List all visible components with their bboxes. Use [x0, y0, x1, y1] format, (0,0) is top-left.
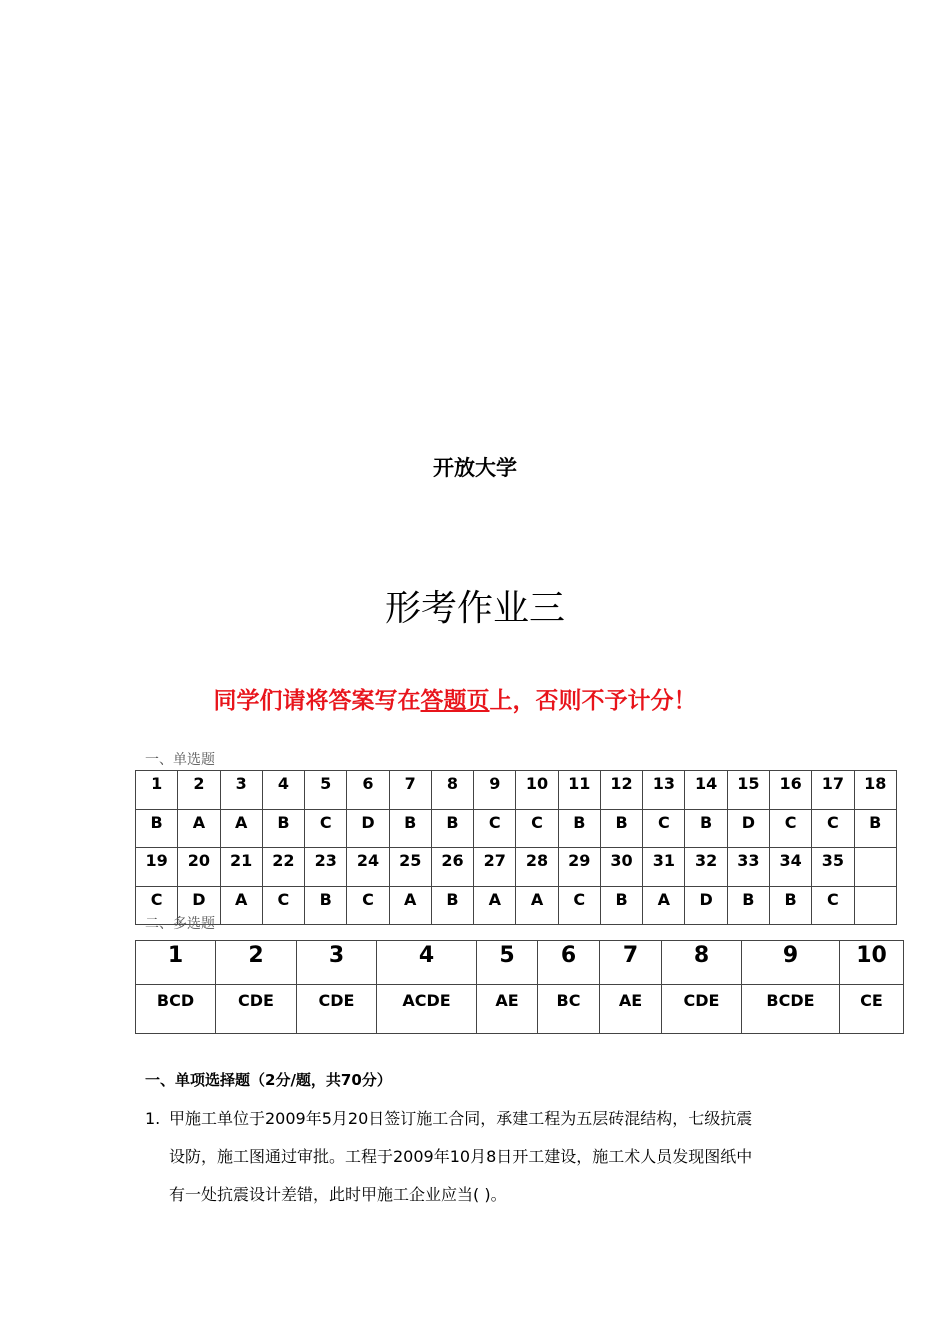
- notice-underlined: 答题页: [420, 688, 490, 714]
- table-cell: D: [178, 886, 220, 925]
- table-row: [136, 985, 904, 1034]
- table-cell: 4: [262, 771, 304, 810]
- table-cell: 7: [389, 771, 431, 810]
- table-cell: B: [262, 809, 304, 848]
- table-cell: A: [474, 886, 516, 925]
- table-cell: C: [812, 886, 854, 925]
- table-cell: 22: [262, 848, 304, 887]
- table-cell: C: [643, 809, 685, 848]
- table-cell: A: [178, 809, 220, 848]
- table-cell: 3: [297, 941, 377, 985]
- table-cell: 17: [812, 771, 854, 810]
- table-cell: 6: [347, 771, 389, 810]
- table-cell: BC: [538, 985, 600, 1034]
- table-cell: A: [220, 886, 262, 925]
- single-choice-table: [135, 770, 897, 925]
- table-cell: BCDE: [742, 985, 840, 1034]
- table-cell: 1: [136, 771, 178, 810]
- table-cell: A: [643, 886, 685, 925]
- table-cell: 30: [600, 848, 642, 887]
- table-cell: AE: [600, 985, 662, 1034]
- table-cell: B: [305, 886, 347, 925]
- table-cell: AE: [477, 985, 538, 1034]
- table-cell: 29: [558, 848, 600, 887]
- question-1: [145, 1100, 825, 1214]
- table-cell: 23: [305, 848, 347, 887]
- table-cell: 24: [347, 848, 389, 887]
- table-cell: 32: [685, 848, 727, 887]
- table-cell: 1: [136, 941, 216, 985]
- table-cell: C: [812, 809, 854, 848]
- table-cell: 10: [840, 941, 904, 985]
- table-cell: 7: [600, 941, 662, 985]
- notice-before: 同学们请将答案写在: [213, 688, 421, 714]
- table-cell: 3: [220, 771, 262, 810]
- table-cell: [854, 886, 896, 925]
- table-cell: B: [431, 809, 473, 848]
- table-cell: B: [769, 886, 811, 925]
- table-cell: 33: [727, 848, 769, 887]
- table-cell: B: [854, 809, 896, 848]
- table-cell: 27: [474, 848, 516, 887]
- table-cell: 18: [854, 771, 896, 810]
- table-cell: CDE: [662, 985, 742, 1034]
- single-choice-label: 一、单选题: [145, 752, 215, 768]
- table-cell: CE: [840, 985, 904, 1034]
- table-cell: C: [474, 809, 516, 848]
- table-cell: 8: [431, 771, 473, 810]
- section-heading: 一、单项选择题（2分/题，共70分）: [145, 1071, 392, 1089]
- document-title: 形考作业三: [384, 588, 565, 629]
- table-cell: B: [727, 886, 769, 925]
- table-cell: 6: [538, 941, 600, 985]
- table-cell: 9: [474, 771, 516, 810]
- table-cell: B: [431, 886, 473, 925]
- table-cell: 4: [377, 941, 477, 985]
- table-cell: B: [389, 809, 431, 848]
- table-cell: 31: [643, 848, 685, 887]
- table-cell: 2: [216, 941, 297, 985]
- table-cell: 35: [812, 848, 854, 887]
- table-cell: A: [389, 886, 431, 925]
- table-cell: 19: [136, 848, 178, 887]
- table-cell: C: [262, 886, 304, 925]
- table-cell: BCD: [136, 985, 216, 1034]
- table-cell: 14: [685, 771, 727, 810]
- notice-after: 上，否则不予计分！: [489, 688, 697, 714]
- table-cell: CDE: [216, 985, 297, 1034]
- table-cell: CDE: [297, 985, 377, 1034]
- question-line: 设防，施工图通过审批。工程于2009年10月8日开工建设，施工术人员发现图纸中: [169, 1147, 753, 1166]
- table-row: [136, 771, 897, 810]
- table-cell: 9: [742, 941, 840, 985]
- table-cell: 5: [477, 941, 538, 985]
- table-cell: 12: [600, 771, 642, 810]
- table-cell: ACDE: [377, 985, 477, 1034]
- multi-choice-label: 二、多选题: [145, 916, 215, 932]
- question-line: 有一处抗震设计差错，此时甲施工企业应当( )。: [169, 1185, 507, 1204]
- table-cell: 5: [305, 771, 347, 810]
- table-cell: C: [558, 886, 600, 925]
- table-cell: 34: [769, 848, 811, 887]
- table-cell: D: [685, 886, 727, 925]
- table-row: [136, 886, 897, 925]
- table-cell: [854, 848, 896, 887]
- table-cell: 28: [516, 848, 558, 887]
- table-cell: 13: [643, 771, 685, 810]
- table-row: [136, 809, 897, 848]
- table-cell: 15: [727, 771, 769, 810]
- multi-choice-table: [135, 940, 904, 1034]
- table-cell: 11: [558, 771, 600, 810]
- school-name: 开放大学: [433, 456, 517, 480]
- question-line: 甲施工单位于2009年5月20日签订施工合同，承建工程为五层砖混结构，七级抗震: [169, 1109, 753, 1128]
- table-cell: D: [347, 809, 389, 848]
- table-row: [136, 941, 904, 985]
- table-cell: 20: [178, 848, 220, 887]
- table-cell: B: [600, 809, 642, 848]
- table-cell: 2: [178, 771, 220, 810]
- table-cell: D: [727, 809, 769, 848]
- table-cell: 8: [662, 941, 742, 985]
- table-cell: C: [516, 809, 558, 848]
- table-cell: B: [685, 809, 727, 848]
- table-cell: 21: [220, 848, 262, 887]
- table-row: [136, 848, 897, 887]
- table-cell: C: [769, 809, 811, 848]
- table-cell: 26: [431, 848, 473, 887]
- table-cell: 10: [516, 771, 558, 810]
- table-cell: 16: [769, 771, 811, 810]
- table-cell: 25: [389, 848, 431, 887]
- table-cell: A: [516, 886, 558, 925]
- table-cell: C: [305, 809, 347, 848]
- table-cell: B: [558, 809, 600, 848]
- table-cell: C: [136, 886, 178, 925]
- table-cell: B: [136, 809, 178, 848]
- table-cell: A: [220, 809, 262, 848]
- table-cell: C: [347, 886, 389, 925]
- notice-text: [0, 682, 910, 715]
- question-number: 1.: [145, 1109, 161, 1128]
- table-cell: B: [600, 886, 642, 925]
